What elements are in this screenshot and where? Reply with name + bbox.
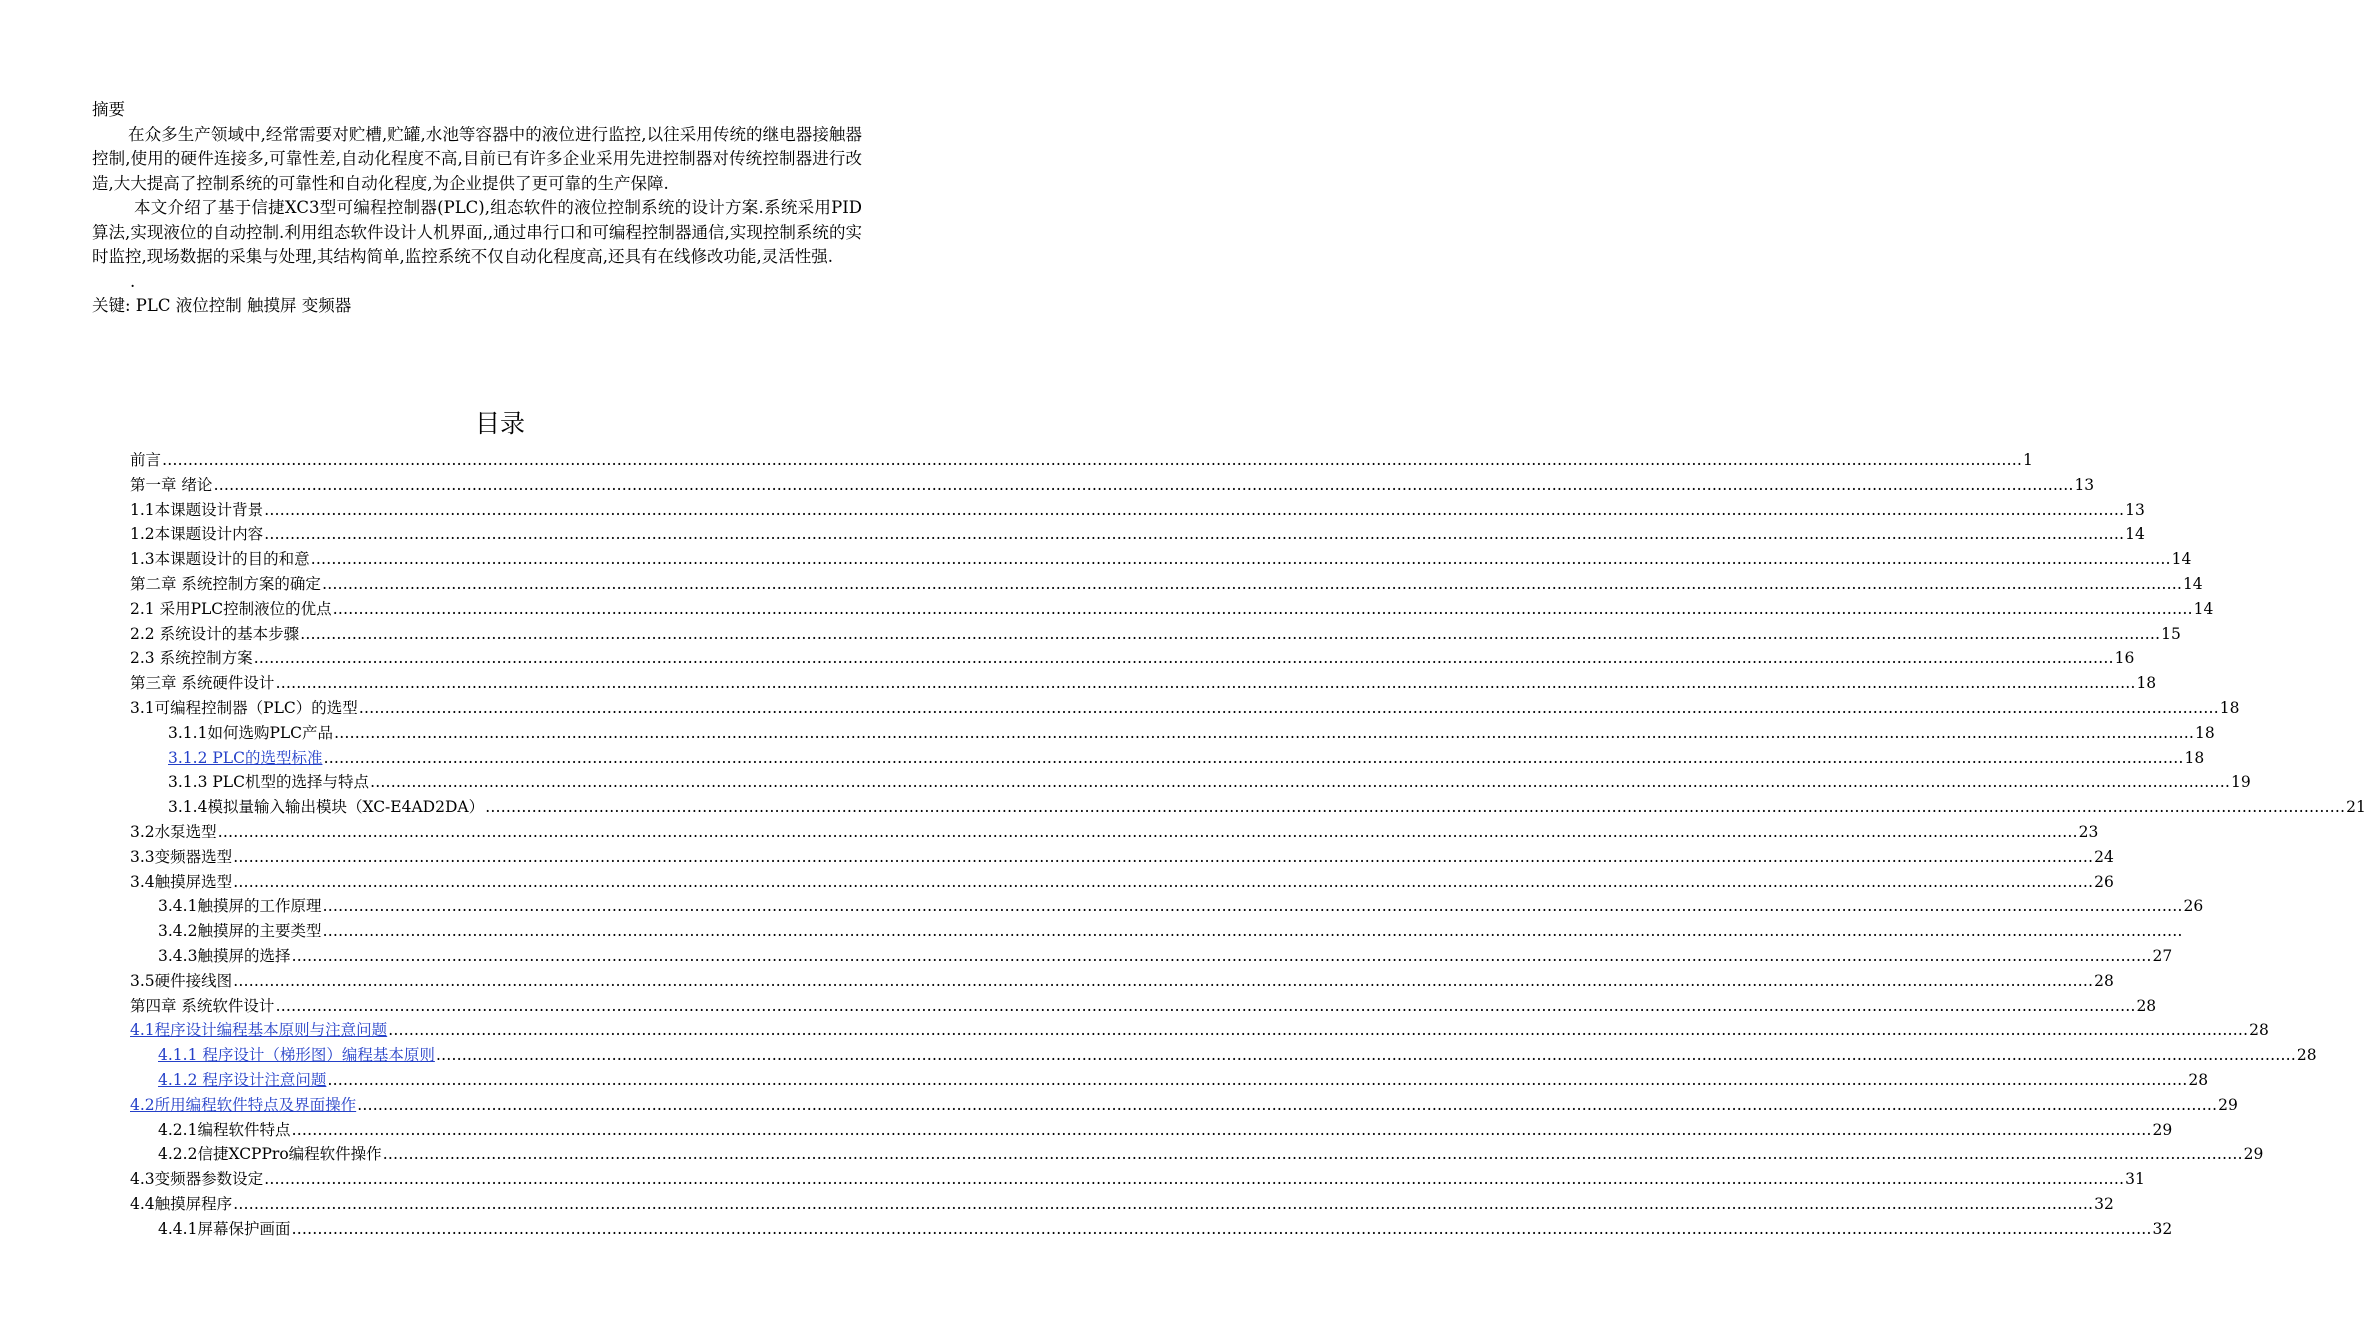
toc-entry — [130, 646, 2135, 671]
toc-entry-page: 16 — [2114, 649, 2135, 668]
toc-dot-leader: ……………………………………………………………………………………………………………………………………………………………………………………………………………………………………………………………………………………………………………………………… — [322, 922, 2183, 941]
toc-entry-label[interactable]: 4.1.1 程序设计（梯形图）编程基本原则 — [158, 1046, 435, 1065]
toc-entry-label: 2.3 系统控制方案 — [130, 649, 253, 668]
toc-dot-leader: ……………………………………………………………………………………………………………………………………………………………………………………………………………………………………………………………………………………………………………………………… — [264, 525, 2125, 544]
toc-entry-label: 2.2 系统设计的基本步骤 — [130, 624, 300, 643]
toc-entry-label: 1.2本课题设计内容 — [130, 525, 264, 544]
toc-dot-leader: ……………………………………………………………………………………………………………………………………………………………………………………………………………………………………………………………………………………………………………………………… — [217, 823, 2078, 841]
toc-entry-label: 3.4触摸屏选型 — [130, 872, 233, 891]
toc-entry-label: 第四章 系统软件设计 — [130, 996, 275, 1015]
toc-entry-label: 3.1.1如何选购PLC产品 — [168, 723, 334, 742]
toc-entry — [130, 498, 2145, 523]
toc-dot-leader: ……………………………………………………………………………………………………………………………………………………………………………………………………………………………………………………………………………………………………………………………… — [233, 872, 2094, 891]
toc-entry-page: 24 — [2094, 847, 2114, 866]
toc-dot-leader: ……………………………………………………………………………………………………………………………………………………………………………………………………………………………………………………………………………………………………………………………… — [264, 1170, 2125, 1189]
toc-entry — [130, 448, 2033, 473]
toc-entry-page: 28 — [2249, 1021, 2269, 1040]
toc-entry[interactable] — [130, 1093, 2238, 1118]
toc-entry — [158, 1142, 2264, 1167]
toc-dot-leader: ……………………………………………………………………………………………………………………………………………………………………………………………………………………………………………………………………………………………………………………………… — [162, 451, 2023, 469]
toc-entry — [168, 721, 2215, 746]
toc-dot-leader: ……………………………………………………………………………………………………………………………………………………………………………………………………………………………………………………………………………………………………………………………… — [291, 1120, 2152, 1139]
toc-entry-label: 3.1.4模拟量输入输出模块（XC-E4AD2DA） — [168, 798, 485, 817]
toc-entry-page: 14 — [2125, 525, 2145, 544]
toc-entry — [130, 522, 2145, 547]
toc-entry — [130, 473, 2095, 498]
toc-entry[interactable] — [130, 1018, 2269, 1043]
toc-dot-leader: ……………………………………………………………………………………………………………………………………………………………………………………………………………………………………………………………………………………………………………………………… — [321, 575, 2182, 593]
toc-entry-page: 18 — [2195, 723, 2215, 742]
toc-entry-page: 18 — [2136, 674, 2157, 693]
toc-entry-label: 4.4触摸屏程序 — [130, 1195, 233, 1213]
toc-entry-label[interactable]: 3.1.2 PLC的选型标准 — [168, 748, 323, 767]
toc-entry-label: 前言 — [130, 451, 162, 469]
toc-entry-page: 28 — [2136, 996, 2157, 1015]
toc-dot-leader: ……………………………………………………………………………………………………………………………………………………………………………………………………………………………………………………………………………………………………………………………… — [264, 500, 2125, 519]
toc-entry-page: 28 — [2296, 1046, 2317, 1065]
toc-dot-leader: ……………………………………………………………………………………………………………………………………………………………………………………………………………………………………………………………………………………………………………………………… — [357, 1095, 2218, 1114]
toc-entry-page: 29 — [2152, 1120, 2173, 1139]
toc-entry — [130, 622, 2181, 647]
toc-dot-leader: ……………………………………………………………………………………………………………………………………………………………………………………………………………………………………………………………………………………………………………………………… — [233, 847, 2094, 866]
toc-entry — [130, 572, 2203, 597]
toc-entry-page: 14 — [2182, 575, 2203, 593]
toc-entry[interactable] — [168, 746, 2205, 771]
toc-entry — [130, 820, 2099, 845]
toc-entry[interactable] — [158, 1043, 2317, 1068]
toc-entry-page: 18 — [2219, 699, 2240, 717]
toc-entry — [158, 919, 2183, 944]
toc-dot-leader: ……………………………………………………………………………………………………………………………………………………………………………………………………………………………………………………………………………………………………………………………… — [300, 624, 2161, 643]
toc-entry — [158, 894, 2204, 919]
toc-entry — [130, 597, 2214, 622]
toc-entry-page: 13 — [2125, 500, 2145, 519]
toc-entry-page: 13 — [2074, 475, 2095, 494]
toc-entry — [130, 1192, 2114, 1217]
toc-entry-page: 14 — [2193, 599, 2214, 618]
toc-dot-leader: ……………………………………………………………………………………………………………………………………………………………………………………………………………………………………………………………………………………………………………………………… — [275, 996, 2136, 1015]
toc-dot-leader: ……………………………………………………………………………………………………………………………………………………………………………………………………………………………………………………………………………………………………………………………… — [485, 798, 2346, 817]
toc-entry-label: 第二章 系统控制方案的确定 — [130, 575, 321, 593]
toc-entry-label: 1.3本课题设计的目的和意 — [130, 550, 310, 569]
toc-dot-leader: ……………………………………………………………………………………………………………………………………………………………………………………………………………………………………………………………………………………………………………………………… — [253, 649, 2114, 668]
abstract-paragraph-2: 本文介绍了基于信捷XC3型可编程控制器(PLC),组态软件的液位控制系统的设计方案.系统采用PID算法,实现液位的自动控制.利用组态软件设计人机界面,,通过串行口和可编程控制器通信,实现控制系统的实时监控,现场数据的采集与处理,其结构简单,监控系统不仅自动化程度高,还具有在线修改功能,灵活性强. — [92, 198, 862, 266]
toc-dot-leader: ……………………………………………………………………………………………………………………………………………………………………………………………………………………………………………………………………………………………………………………………… — [388, 1021, 2249, 1040]
toc-entry-page: 15 — [2161, 624, 2181, 643]
toc-dot-leader: ……………………………………………………………………………………………………………………………………………………………………………………………………………………………………………………………………………………………………………………………… — [233, 971, 2094, 990]
toc-entry-label[interactable]: 4.1.2 程序设计注意问题 — [158, 1071, 327, 1089]
toc-dot-leader: ……………………………………………………………………………………………………………………………………………………………………………………………………………………………………………………………………………………………………………………………… — [334, 723, 2195, 742]
toc-dot-leader: ……………………………………………………………………………………………………………………………………………………………………………………………………………………………………………………………………………………………………………………………… — [322, 897, 2183, 916]
toc-dot-leader: ……………………………………………………………………………………………………………………………………………………………………………………………………………………………………………………………………………………………………………………………… — [327, 1071, 2188, 1089]
toc-entry-page: 32 — [2152, 1219, 2173, 1238]
toc-entry-page: 28 — [2188, 1071, 2209, 1089]
toc-entry-label: 1.1本课题设计背景 — [130, 500, 264, 519]
toc-entry — [130, 994, 2157, 1019]
toc-entry-label: 3.5硬件接线图 — [130, 971, 233, 990]
toc-dot-leader: ……………………………………………………………………………………………………………………………………………………………………………………………………………………………………………………………………………………………………………………………… — [291, 947, 2152, 965]
toc-entry-page: 26 — [2094, 872, 2114, 891]
toc-entry-label[interactable]: 4.2所用编程软件特点及界面操作 — [130, 1095, 357, 1114]
abstract-dot: . — [130, 271, 136, 291]
toc-dot-leader: ……………………………………………………………………………………………………………………………………………………………………………………………………………………………………………………………………………………………………………………………… — [213, 475, 2074, 494]
toc-entry-page: 32 — [2094, 1195, 2114, 1213]
abstract-heading: 摘要 — [92, 100, 125, 119]
toc-entry-label: 3.4.1触摸屏的工作原理 — [158, 897, 322, 916]
toc-entry-page: 21 — [2346, 798, 2366, 817]
toc-entry-label: 2.1 采用PLC控制液位的优点 — [130, 599, 332, 618]
toc-dot-leader: ……………………………………………………………………………………………………………………………………………………………………………………………………………………………………………………………………………………………………………………………… — [369, 773, 2230, 792]
toc-entry-page: 29 — [2243, 1145, 2264, 1164]
toc-entry-page: 23 — [2078, 823, 2099, 841]
toc-entry-label: 3.1.3 PLC机型的选择与特点 — [168, 773, 369, 792]
toc-entry-label: 4.4.1屏幕保护画面 — [158, 1219, 291, 1238]
toc-entry-page: 19 — [2230, 773, 2251, 792]
toc-entry-page: 18 — [2184, 748, 2205, 767]
abstract-paragraph-1: 在众多生产领域中,经常需要对贮槽,贮罐,水池等容器中的液位进行监控,以往采用传统的继电器接触器控制,使用的硬件连接多,可靠性差,自动化程度不高,目前已有许多企业采用先进控制器对传统控制器进行改造,大大提高了控制系统的可靠性和自动化程度,为企业提供了更可靠的生产保障. — [92, 124, 862, 193]
toc-dot-leader: ……………………………………………………………………………………………………………………………………………………………………………………………………………………………………………………………………………………………………………………………… — [310, 550, 2171, 569]
toc-entry-label: 第三章 系统硬件设计 — [130, 674, 275, 693]
toc-dot-leader: ……………………………………………………………………………………………………………………………………………………………………………………………………………………………………………………………………………………………………………………………… — [323, 748, 2184, 767]
toc-dot-leader: ……………………………………………………………………………………………………………………………………………………………………………………………………………………………………………………………………………………………………………………………… — [358, 699, 2219, 717]
toc-entry — [130, 547, 2192, 572]
toc-entry — [130, 870, 2114, 895]
toc-entry-label: 3.4.3触摸屏的选择 — [158, 947, 291, 965]
toc-entry[interactable] — [158, 1068, 2209, 1093]
toc-title: 目录 — [474, 409, 525, 438]
toc-entry-label: 3.3变频器选型 — [130, 847, 233, 866]
toc-entry — [158, 944, 2173, 969]
toc-entry-page: 28 — [2094, 971, 2114, 990]
toc-entry — [130, 696, 2240, 721]
toc-entry — [168, 795, 2366, 820]
toc-dot-leader: ……………………………………………………………………………………………………………………………………………………………………………………………………………………………………………………………………………………………………………………………… — [233, 1195, 2094, 1213]
toc-entry — [130, 969, 2114, 994]
toc-dot-leader: ……………………………………………………………………………………………………………………………………………………………………………………………………………………………………………………………………………………………………………………………… — [275, 674, 2136, 693]
toc-dot-leader: ……………………………………………………………………………………………………………………………………………………………………………………………………………………………………………………………………………………………………………………………… — [332, 599, 2193, 618]
toc-entry-page: 26 — [2183, 897, 2204, 916]
toc-entry-label: 3.2水泵选型 — [130, 823, 217, 841]
toc-entry-label: 4.2.1编程软件特点 — [158, 1120, 291, 1139]
toc-entry — [130, 671, 2157, 696]
toc-dot-leader: ……………………………………………………………………………………………………………………………………………………………………………………………………………………………………………………………………………………………………………………………… — [435, 1046, 2296, 1065]
toc-entry-label: 3.4.2触摸屏的主要类型 — [158, 922, 322, 941]
abstract-section — [92, 98, 862, 319]
toc-entry — [168, 770, 2251, 795]
toc-entry — [158, 1217, 2173, 1242]
toc-dot-leader: ……………………………………………………………………………………………………………………………………………………………………………………………………………………………………………………………………………………………………………………………… — [291, 1219, 2152, 1238]
toc-entry-label: 4.3变频器参数设定 — [130, 1170, 264, 1189]
toc-entry — [130, 845, 2114, 870]
toc-entry-label: 4.2.2信捷XCPPro编程软件操作 — [158, 1145, 382, 1164]
toc-entry-page: 27 — [2152, 947, 2173, 965]
toc-dot-leader: ……………………………………………………………………………………………………………………………………………………………………………………………………………………………………………………………………………………………………………………………… — [382, 1145, 2243, 1164]
toc-entry-label: 第一章 绪论 — [130, 475, 213, 494]
toc-entry-page: 29 — [2218, 1095, 2238, 1114]
toc-entry-page: 1 — [2023, 451, 2033, 469]
toc-entry — [158, 1118, 2173, 1143]
toc-entry-label[interactable]: 4.1程序设计编程基本原则与注意问题 — [130, 1021, 388, 1040]
toc-entry-label: 3.1可编程控制器（PLC）的选型 — [130, 699, 358, 717]
toc-entry-page: 14 — [2171, 550, 2192, 569]
toc-entry — [130, 1167, 2145, 1192]
toc-entry-page: 31 — [2125, 1170, 2145, 1189]
keywords-line: 关键: PLC 液位控制 触摸屏 变频器 — [92, 296, 352, 315]
